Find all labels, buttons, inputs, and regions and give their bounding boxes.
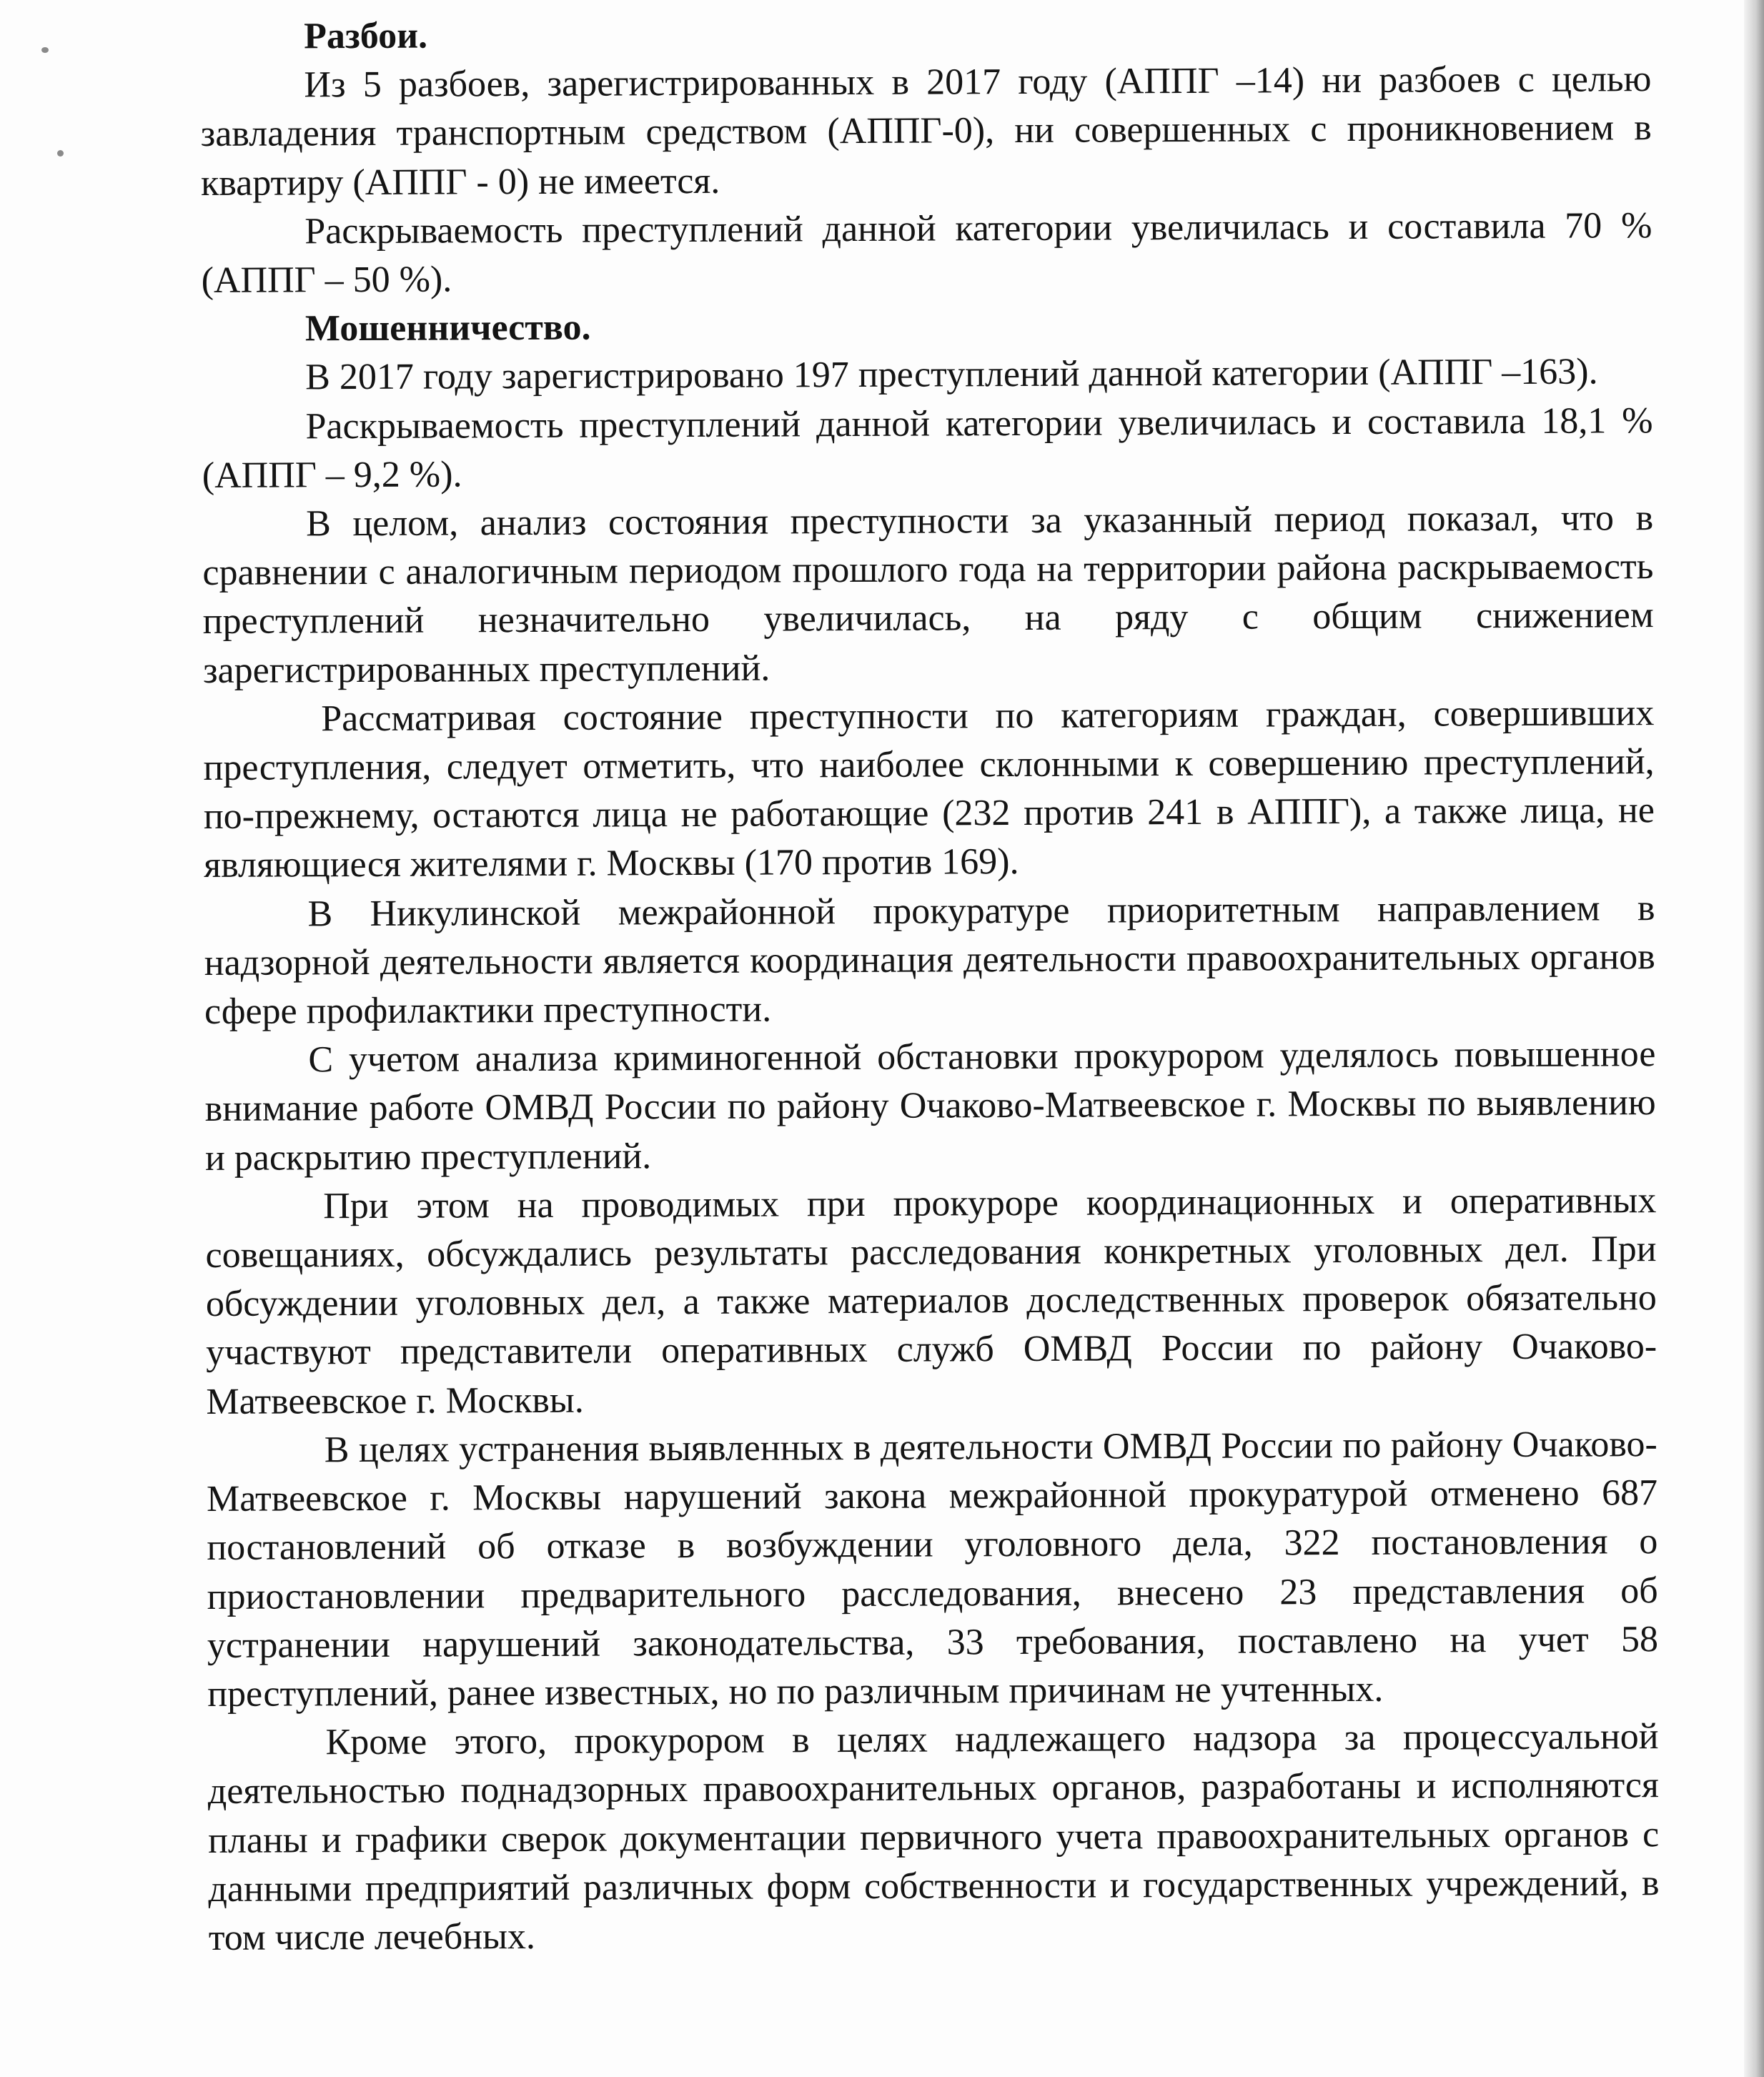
paragraph-violations-eliminated: В целях устранения выявленных в деятельности ОМВД России по району Очаково-Матвеевское г. Москвы нарушений закона межрайонной прокуратурой отменено 687 постановлений об отказе в возбуждении уголовного дела, 322 постановления о приостановлении предварительного расследования, внесено 23 представления об устранении нарушений законодательства, 33 требования, поставлено на учет 58 преступлений, ранее известных, но по различным причинам не учтенных. (206, 1424, 1659, 1715)
paragraph-reconciliation-plans: Кроме этого, прокурором в целях надлежащего надзора за процессуальной деятельностью поднадзорных правоохранительных органов, разработаны и исполняются планы и графики сверок документации первичного учета правоохранительных органов с данными предприятий различных форм собственности и государственных учреждений, в том числе лечебных. (207, 1716, 1660, 1958)
page-edge-shadow (1744, 0, 1764, 2077)
section-heading-fraud: Мошенничество. (304, 307, 591, 350)
scan-speck (57, 150, 64, 157)
section-heading-robbery: Разбои. (304, 15, 428, 57)
paragraph-priority-direction: В Никулинской межрайонной прокуратуре приоритетным направлением в надзорной деятельности является координация деятельности правоохранительных органов сфере профилактики преступности. (204, 887, 1655, 1033)
scan-speck (41, 47, 49, 53)
paragraph-coordination-meetings: При этом на проводимых при прокуроре координационных и оперативных совещаниях, обсуждались результаты расследования конкретных уголовных дел. При обсуждении уголовных дел, а также материалов доследственных проверок обязательно участвуют представители оперативных служб ОМВД России по району Очаково-Матвеевское г. Москвы. (205, 1180, 1658, 1422)
document-body (200, 6, 1660, 1963)
paragraph-offender-categories: Рассматривая состояние преступности по категориям граждан, совершивших преступления, следует отметить, что наиболее склонными к совершению преступлений, по-прежнему, остаются лица не работающие (232 против 241 в АППГ), а также лица, не являющиеся жителями г. Москвы (170 против 169). (203, 692, 1655, 886)
paragraph-robbery-clearance: Раскрываемость преступлений данной категории увеличилась и составила 70 % (АППГ – 50 %). (201, 204, 1652, 302)
paragraph-fraud-count: В 2017 году зарегистрировано 197 преступлений данной категории (АППГ –163). (305, 351, 1598, 398)
paragraph-overall-analysis: В целом, анализ состояния преступности за указанный период показал, что в сравнении с аналогичным периодом прошлого года на территории района раскрываемость преступлений незначительно увеличилась, на ряду с общим снижением зарегистрированных преступлений. (202, 497, 1654, 691)
paragraph-robbery-count: Из 5 разбоев, зарегистрированных в 2017 году (АППГ –14) ни разбоев с целью завладения транспортным средством (АППГ-0), ни совершенных с проникновением в квартиру (АППГ - 0) не имеется. (200, 59, 1652, 204)
paragraph-attention-to-omvd: С учетом анализа криминогенной обстановки прокурором уделялось повышенное внимание работе ОМВД России по району Очаково-Матвеевское г. Москвы по выявлению и раскрытию преступлений. (204, 1033, 1656, 1179)
paragraph-fraud-clearance: Раскрываемость преступлений данной категории увеличилась и составила 18,1 % (АППГ – 9,2 %). (202, 400, 1653, 496)
